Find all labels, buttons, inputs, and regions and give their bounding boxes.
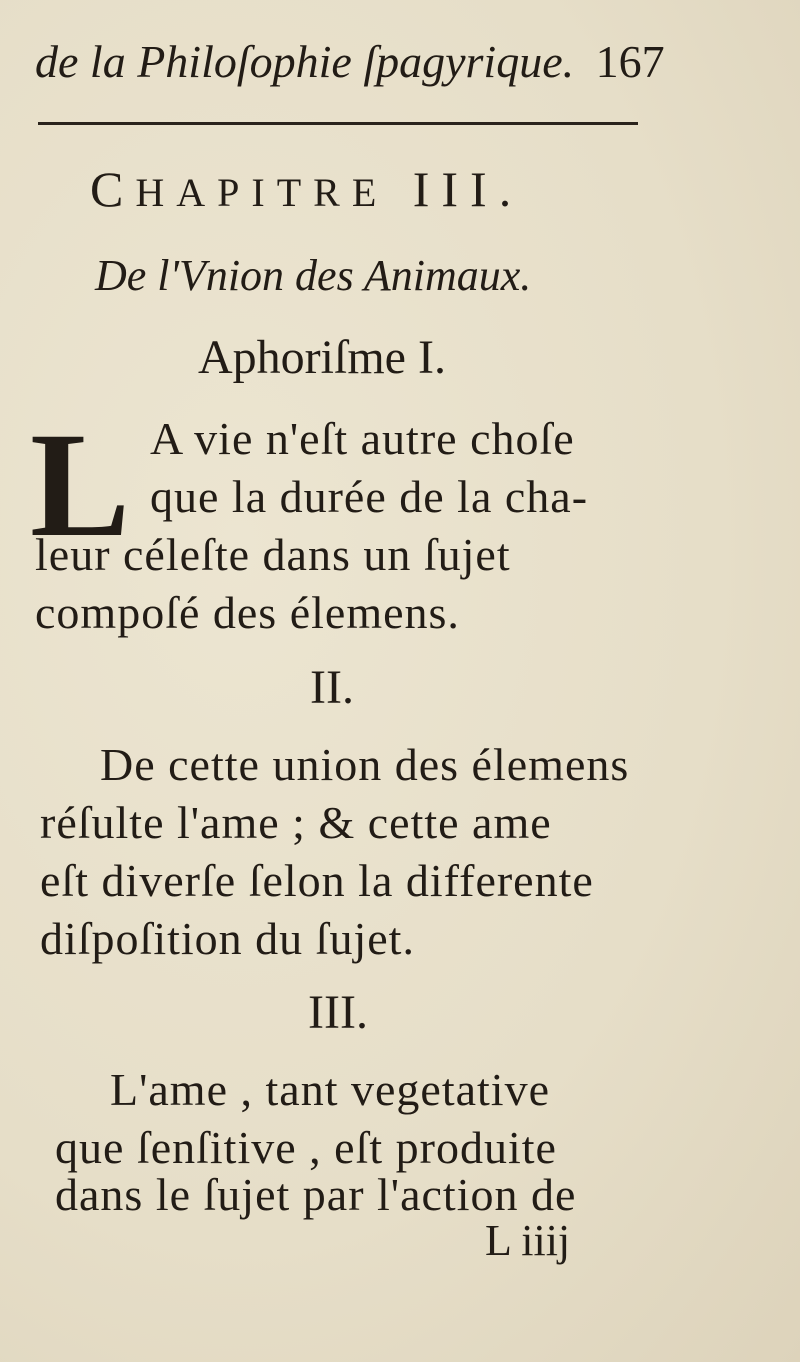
- text-line: dans le ſujet par l'action de: [55, 1169, 577, 1220]
- text-line: A vie n'eſt autre choſe: [150, 413, 575, 464]
- text-line: L'ame , tant vegetative: [110, 1064, 550, 1115]
- signature-mark: L iiij: [485, 1216, 571, 1265]
- chapter-number: III.: [412, 161, 524, 217]
- text-line: leur céleſte dans un ſujet: [35, 529, 511, 580]
- text-line: réſulte l'ame ; & cette ame: [40, 797, 552, 848]
- text-line: diſpoſition du ſujet.: [40, 913, 415, 964]
- running-head: [35, 35, 665, 88]
- text-line: compoſé des élemens.: [35, 587, 460, 638]
- aphorism-heading-2: II.: [310, 661, 354, 714]
- chapter-subtitle: De l'Vnion des Animaux.: [95, 251, 532, 300]
- aphorism-heading-1: Aphoriſme I.: [198, 331, 446, 384]
- chapter-title-word: HAPITRE: [135, 170, 389, 215]
- chapter-title-initial: C: [90, 161, 136, 217]
- aphorism-heading-3: III.: [308, 986, 368, 1039]
- page-number: 167: [595, 36, 665, 87]
- text-line: eſt diverſe ſelon la differente: [40, 855, 594, 906]
- running-head-title: de la Philoſophie ſpagyrique.: [35, 36, 575, 87]
- text-line: De cette union des élemens: [100, 739, 630, 790]
- text-line: que la durée de la cha-: [150, 471, 589, 522]
- text-line: que ſenſitive , eſt produite: [55, 1122, 557, 1173]
- drop-cap: L: [30, 402, 131, 568]
- header-rule: [38, 122, 638, 125]
- chapter-title: [90, 160, 523, 218]
